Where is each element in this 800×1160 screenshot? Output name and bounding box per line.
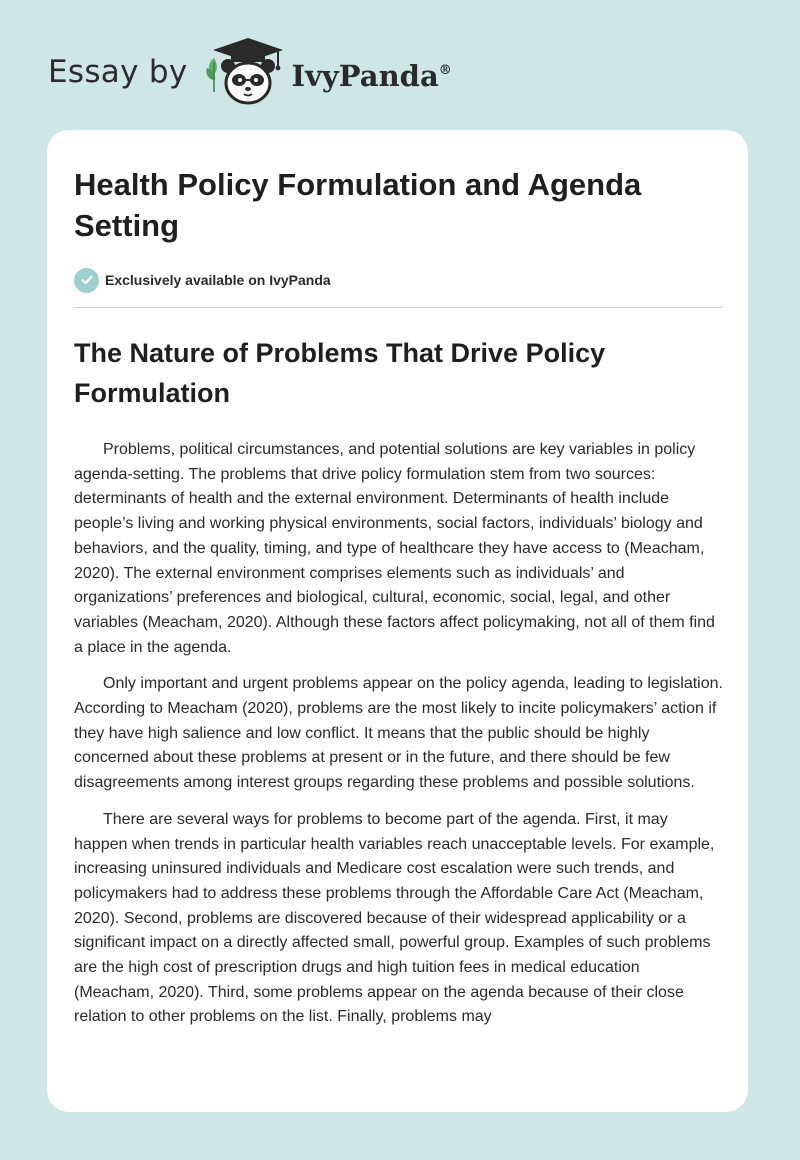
paragraph: Problems, political circumstances, and potential solutions are key variables in policy agenda-setting. The problems that drive policy formulation stem from two sources: determinants of health and the external environment. Determinants of health include people’s living and working physical environments, social factors, individuals’ biology and behaviors, and the quality, timing, and type of healthcare they have access to (Meacham, 2020). The external environment comprises elements such as individuals’ and organizations’ preferences and biological, cultural, economic, social, legal, and other variables (Meacham, 2020). Although these factors affect policymaking, not all of them find a place in the agenda. bbox=[74, 441, 715, 656]
paragraph: There are several ways for problems to become part of the agenda. First, it may happen when trends in particular health variables reach unacceptable levels. For example, increasing uninsured individuals and Medicare cost escalation were such trends, and policymakers had to address these problems through the Affordable Care Act (Meacham, 2020). Second, problems are discovered because of their widespread applicability or a significant impact on a directly affected small, powerful group. Examples of such problems are the high cost of prescription drugs and high tuition fees in medical education (Meacham, 2020). Third, some problems appear on the agenda because of their close relation to other problems on the list. Finally, problems may bbox=[74, 810, 715, 1026]
essay-by-label: Essay by bbox=[48, 53, 188, 90]
essay-card bbox=[47, 130, 748, 1112]
site-header bbox=[48, 36, 452, 108]
exclusive-badge bbox=[74, 267, 724, 293]
section-heading: The Nature of Problems That Drive Policy Formulation bbox=[74, 338, 606, 408]
leaf-icon bbox=[206, 58, 216, 92]
exclusive-label: Exclusively available on IvyPanda bbox=[105, 272, 331, 288]
brand-label: IvyPanda bbox=[291, 58, 439, 93]
essay-body bbox=[74, 438, 724, 1030]
registered-mark: ® bbox=[438, 62, 452, 78]
essay-content bbox=[74, 164, 724, 1042]
paragraph: Only important and urgent problems appear on the policy agenda, leading to legislation. According to Meacham (2020), problems are the most likely to incite policymakers’ action if they have high salience and low conflict. It means that the public should be highly concerned about these problems at present or in the future, and there should be few disagreements among interest groups regarding these problems and possible solutions. bbox=[74, 675, 723, 792]
panda-graduate-logo-icon[interactable] bbox=[204, 36, 286, 108]
essay-title: Health Policy Formulation and Agenda Setting bbox=[74, 167, 642, 243]
brand-name[interactable] bbox=[291, 58, 452, 93]
check-icon bbox=[74, 268, 99, 293]
divider bbox=[74, 307, 723, 308]
